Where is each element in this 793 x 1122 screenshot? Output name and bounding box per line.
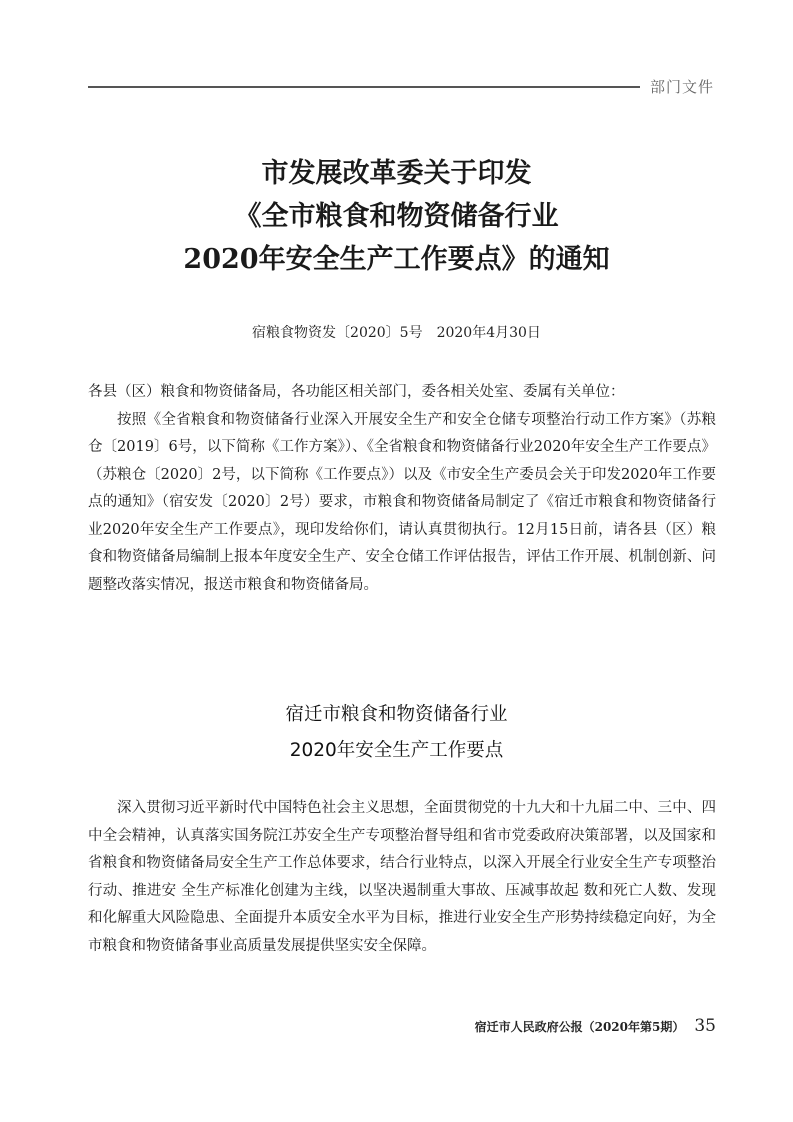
attachment-title-line-1: 宿迁市粮食和物资储备行业 — [285, 704, 508, 725]
notice-title-line-3: 2020年安全生产工作要点》的通知 — [183, 244, 610, 275]
notice-title — [0, 152, 793, 281]
notice-title-line-2: 《全市粮食和物资储备行业 — [234, 201, 559, 232]
notice-body — [88, 379, 716, 599]
attachment-body — [88, 795, 716, 960]
publication-name: 宿迁市人民政府公报（2020年第5期） — [474, 1020, 685, 1034]
section-label: 部门文件 — [650, 78, 715, 96]
attachment-paragraph: 深入贯彻习近平新时代中国特色社会主义思想，全面贯彻党的十九大和十九届二中、三中、四中全会精神，认真落实国务院江苏安全生产专项整治督导组和省市党委政府决策部署，以及国家和省粮食和物资储备局安全生产工作总体要求，结合行业特点，以深入开展全行业安全生产专项整治行动、推进安 全生产标准化创建为主线，以坚决遏制重大事故、压减事故起 数和死亡人数、发现和化解重大风险隐患、全面提升本质安全水平为目标，推进行业安全生产形势持续稳定向好，为全市粮食和物资储备事业高质量发展提供坚实安全保障。 — [88, 800, 716, 954]
attachment-title-line-2: 2020年安全生产工作要点 — [289, 740, 504, 761]
header-rule — [88, 86, 640, 88]
page-number: 35 — [694, 1016, 716, 1036]
notice-title-line-1: 市发展改革委关于印发 — [261, 158, 532, 189]
page-footer — [475, 1016, 716, 1036]
notice-paragraph: 按照《全省粮食和物资储备行业深入开展安全生产和安全仓储专项整治行动工作方案》（苏粮仓〔2019〕6号，以下简称《工作方案》）、《全省粮食和物资储备行业2020年安全生产工作要点》（苏粮仓〔2020〕2号，以下简称《工作要点》）以及《市安全生产委员会关于印发2020年工作要点的通知》（宿安发〔2020〕2号）要求，市粮食和物资储备局制定了《宿迁市粮食和物资储备行业2020年安全生产工作要点》，现印发给你们，请认真贯彻执行。12月15日前，请各县（区）粮食和物资储备局编制上报本年度安全生产、安全仓储工作评估报告，评估工作开展、机制创新、问题整改落实情况，报送市粮食和物资储备局。 — [88, 411, 716, 593]
addressee: 各县（区）粮食和物资储备局，各功能区相关部门，委各相关处室、委属有关单位： — [88, 384, 625, 400]
document-number: 宿粮食物资发〔2020〕5号 2020年4月30日 — [252, 325, 541, 341]
attachment-title — [0, 697, 793, 769]
